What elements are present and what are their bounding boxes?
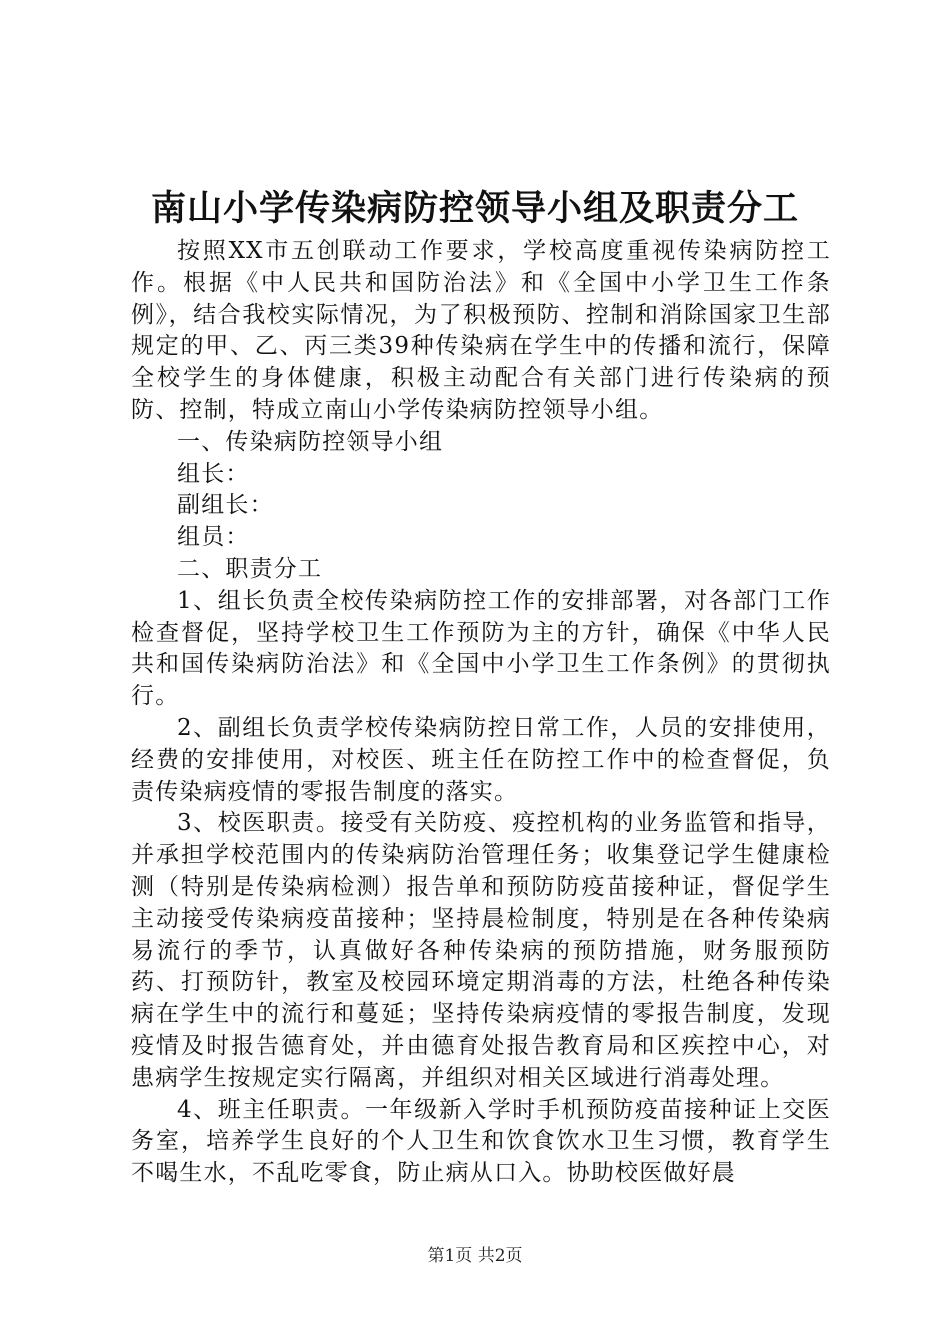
intro-paragraph: 按照XX市五创联动工作要求，学校高度重视传染病防控工作。根据《中人民共和国防治法》和《全国中小学卫生工作条例》，结合我校实际情况，为了积极预防、控制和消除国家卫生部规定的甲、乙、丙三类39种传染病在学生中的传播和流行，保障全校学生的身体健康，积极主动配合有关部门进行传染病的预防、控制，特成立南山小学传染病防控领导小组。 xyxy=(131,238,831,423)
page-footer: 第1页 共2页 xyxy=(427,1246,523,1266)
document-title: 南山小学传染病防控领导小组及职责分工 xyxy=(150,188,799,229)
deputy-leader-line: 副组长： xyxy=(177,492,274,519)
duty-paragraph-deputy: 2、副组长负责学校传染病防控日常工作，人员的安排使用，经费的安排使用，对校医、班主任在防控工作中的检查督促，负责传染病疫情的零报告制度的落实。 xyxy=(131,714,831,805)
group-leader-line: 组长： xyxy=(177,460,250,487)
section-heading-leadership-group: 一、传染病防控领导小组 xyxy=(177,428,444,455)
document-body xyxy=(131,236,831,1190)
section-heading-duties: 二、职责分工 xyxy=(177,555,323,582)
duty-paragraph-leader: 1、组长负责全校传染病防控工作的安排部署，对各部门工作检查督促，坚持学校卫生工作预防为主的方针，确保《中华人民共和国传染病防治法》和《全国中小学卫生工作条例》的贯彻执行。 xyxy=(131,587,831,710)
duty-paragraph-class-teacher: 4、班主任职责。一年级新入学时手机预防疫苗接种证上交医务室，培养学生良好的个人卫生和饮食饮水卫生习惯，教育学生不喝生水，不乱吃零食，防止病从口入。协助校医做好晨 xyxy=(131,1096,831,1187)
members-line: 组员： xyxy=(177,524,250,551)
duty-paragraph-school-doctor: 3、校医职责。接受有关防疫、疫控机构的业务监管和指导，并承担学校范围内的传染病防治管理任务；收集登记学生健康检测（特别是传染病检测）报告单和预防防疫苗接种证，督促学生主动接受传染病疫苗接种；坚持晨检制度，特别是在各种传染病易流行的季节，认真做好各种传染病的预防措施，财务服预防药、打预防针，教室及校园环境定期消毒的方法，杜绝各种传染病在学生中的流行和蔓延；坚持传染病疫情的零报告制度，发现疫情及时报告德育处，并由德育处报告教育局和区疾控中心，对患病学生按规定实行隔离，并组织对相关区域进行消毒处理。 xyxy=(131,810,831,1091)
